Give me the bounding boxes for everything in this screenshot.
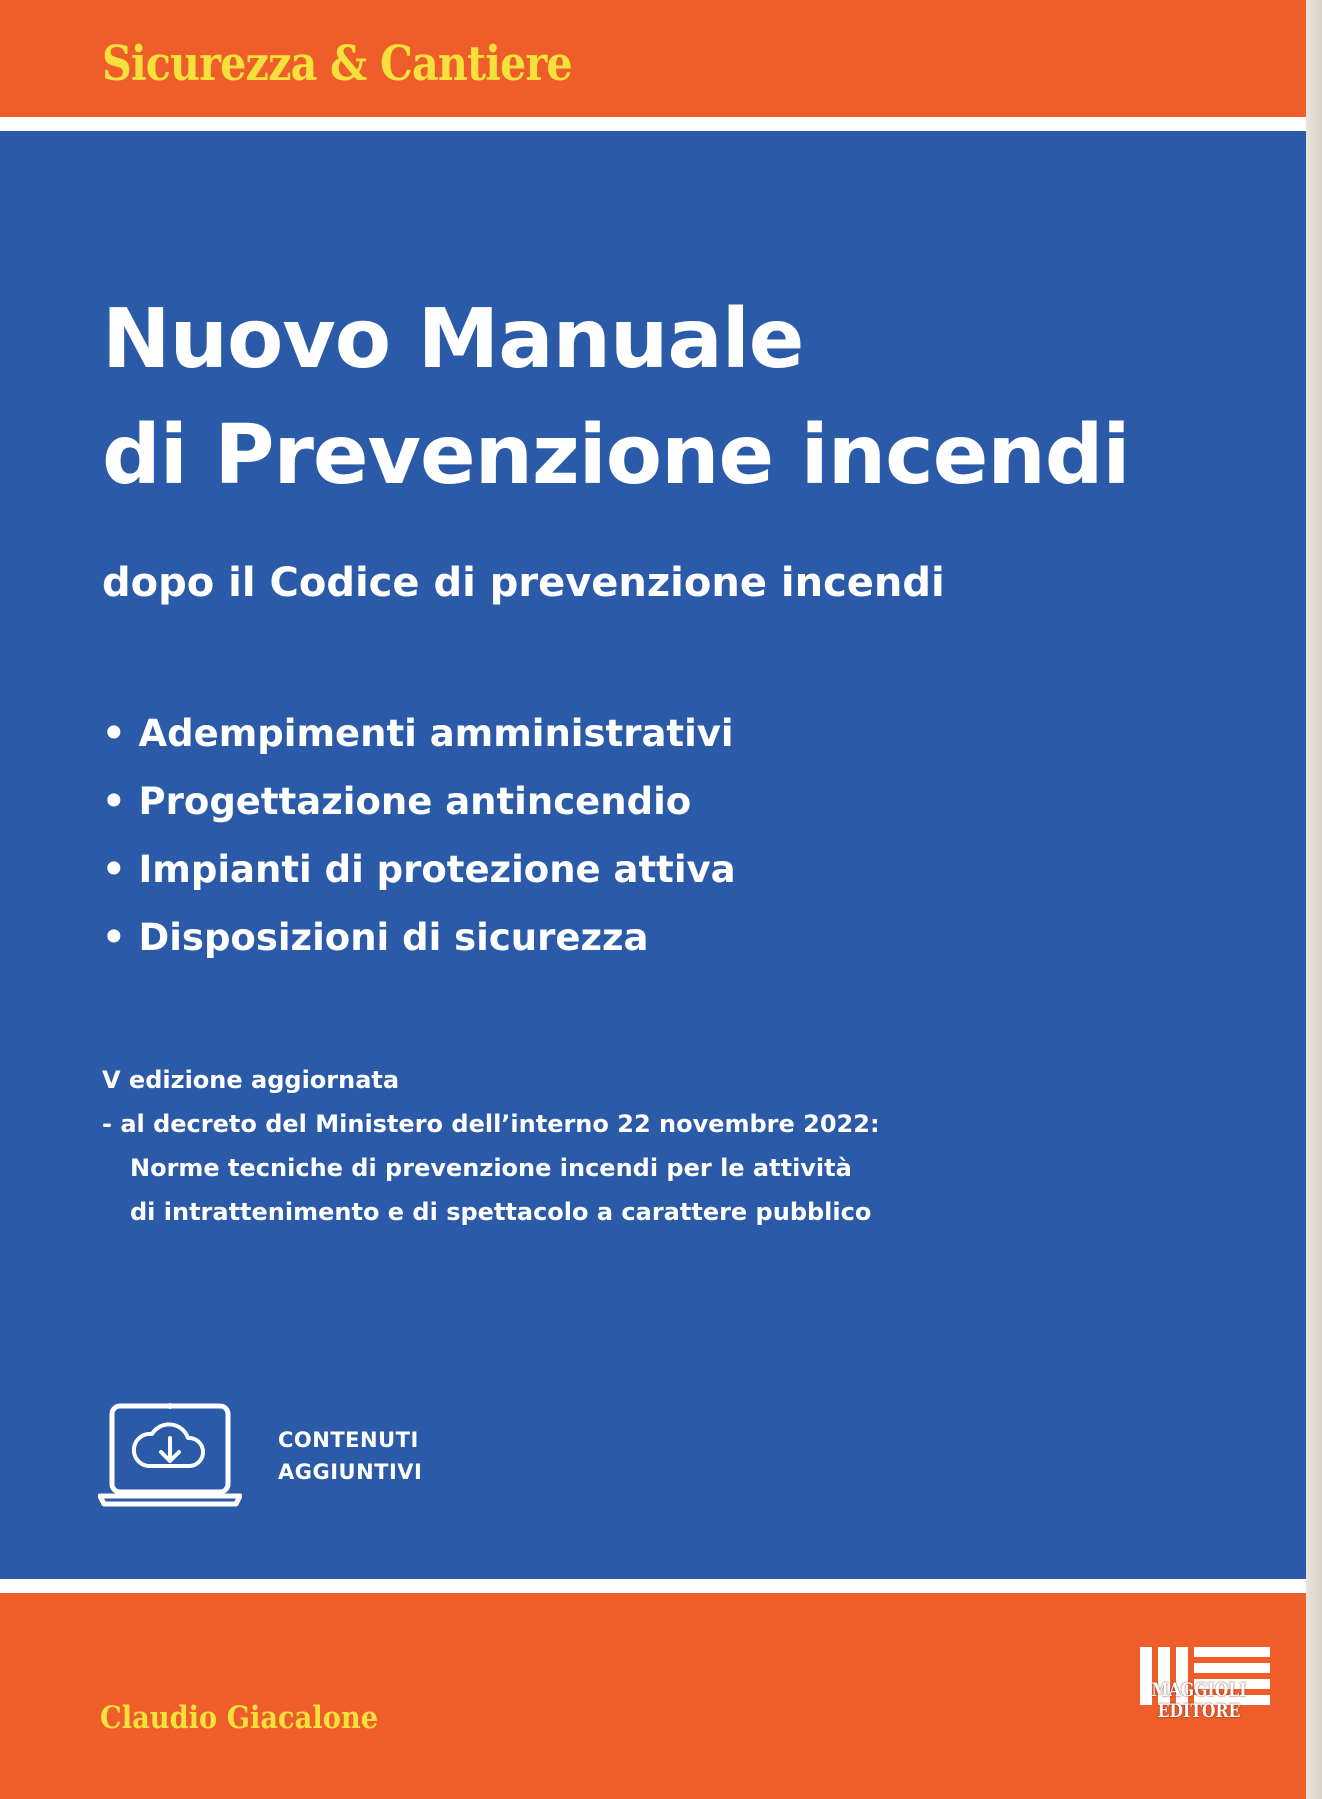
title-line-1: Nuovo Manuale xyxy=(102,292,804,387)
bottom-orange-band xyxy=(0,1593,1306,1799)
publisher-line-1: MAGGIOLI xyxy=(1151,1679,1247,1701)
extra-content-label xyxy=(278,1424,422,1488)
top-orange-band xyxy=(0,0,1306,117)
book-title xyxy=(102,282,1130,514)
edition-heading: V edizione aggiornata xyxy=(102,1066,400,1094)
edition-note xyxy=(102,1058,880,1234)
author-name: Claudio Giacalone xyxy=(100,1700,379,1736)
edition-line-1: - al decreto del Ministero dell’interno 22 novembre 2022: xyxy=(102,1110,880,1138)
series-title: Sicurezza & Cantiere xyxy=(102,36,572,92)
page-edge xyxy=(1306,0,1322,1799)
extra-content-line-2: AGGIUNTIVI xyxy=(278,1460,423,1484)
top-white-rule xyxy=(0,117,1306,131)
extra-content-line-1: CONTENUTI xyxy=(278,1428,419,1452)
edition-line-2: Norme tecniche di prevenzione incendi per le attività xyxy=(130,1154,852,1182)
topic-list xyxy=(102,700,736,972)
topic-item: • Impianti di protezione attiva xyxy=(102,836,736,904)
topic-item: • Adempimenti amministrativi xyxy=(102,700,736,768)
publisher-name xyxy=(1138,1680,1261,1722)
title-line-2: di Prevenzione incendi xyxy=(102,408,1130,503)
topic-item: • Disposizioni di sicurezza xyxy=(102,904,736,972)
edition-line-3: di intrattenimento e di spettacolo a carattere pubblico xyxy=(130,1198,872,1226)
topic-item: • Progettazione antincendio xyxy=(102,768,736,836)
laptop-cloud-download-icon xyxy=(98,1402,242,1508)
book-subtitle: dopo il Codice di prevenzione incendi xyxy=(102,560,945,606)
bottom-white-rule xyxy=(0,1579,1306,1593)
publisher-line-2: EDITORE xyxy=(1157,1700,1241,1722)
